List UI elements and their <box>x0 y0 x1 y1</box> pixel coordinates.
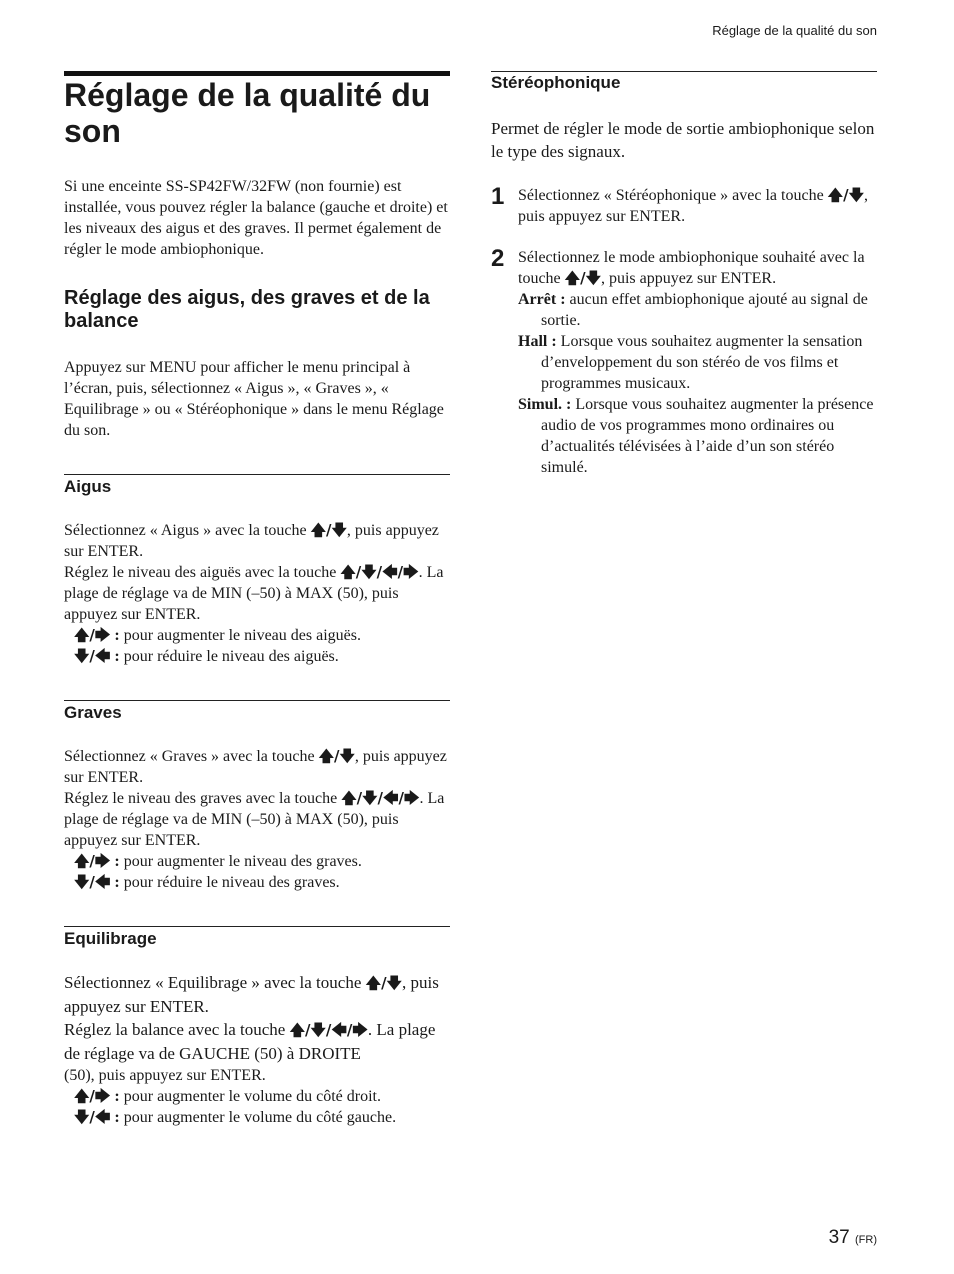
right-arrow-icon: 🡆 <box>352 1021 368 1039</box>
left-arrow-icon: 🡄 <box>94 647 111 665</box>
equilibrage-heading: Equilibrage <box>64 929 157 948</box>
equilibrage-decrease-item: 🡇/🡄 : pour augmenter le volume du côté gauche. <box>74 1108 397 1126</box>
up-arrow-icon: 🡅 <box>74 1087 90 1105</box>
equilibrage-rule <box>64 926 450 927</box>
graves-increase-item: 🡅/🡆 : pour augmenter le niveau des graves. <box>74 852 362 870</box>
down-arrow-icon: 🡇 <box>361 563 377 581</box>
down-arrow-icon: 🡇 <box>585 269 601 287</box>
graves-block <box>64 746 450 893</box>
left-arrow-icon: 🡄 <box>383 789 399 807</box>
aigus-decrease-item: 🡇/🡄 : pour réduire le niveau des aiguës. <box>74 647 339 665</box>
up-arrow-icon: 🡅 <box>74 626 90 644</box>
equilibrage-select-text: Sélectionnez « Equilibrage » avec la touche 🡅/🡇, puis appuyez sur ENTER. <box>64 973 439 1016</box>
aigus-adjust-text: Réglez le niveau des aiguës avec la touche 🡅/🡇/🡄/🡆. La plage de réglage va de MIN (–50) à MAX (50), puis appuyez sur ENTER. <box>64 563 444 623</box>
title-rule <box>64 71 450 76</box>
up-arrow-icon: 🡅 <box>341 789 357 807</box>
equilibrage-adjust-text: Réglez la balance avec la touche 🡅/🡇/🡄/🡆. La plage de réglage va de GAUCHE (50) à DROITE <box>64 1020 436 1063</box>
aigus-select-text: Sélectionnez « Aigus » avec la touche 🡅/🡇, puis appuyez sur ENTER. <box>64 521 439 560</box>
graves-select-text: Sélectionnez « Graves » avec la touche 🡅/🡇, puis appuyez sur ENTER. <box>64 747 447 786</box>
mode-arret: Arrêt : aucun effet ambiophonique ajouté au signal de sortie. <box>518 291 868 329</box>
down-arrow-icon: 🡇 <box>74 873 90 891</box>
equilibrage-increase-item: 🡅/🡆 : pour augmenter le volume du côté droit. <box>74 1087 381 1105</box>
down-arrow-icon: 🡇 <box>331 521 347 539</box>
stereo-rule <box>491 71 877 72</box>
graves-decrease-item: 🡇/🡄 : pour réduire le niveau des graves. <box>74 873 340 891</box>
down-arrow-icon: 🡇 <box>362 789 378 807</box>
down-arrow-icon: 🡇 <box>848 186 864 204</box>
mode-hall: Hall : Lorsque vous souhaitez augmenter la sensation d’enveloppement du son stéréo de vos films et programmes musicaux. <box>518 333 863 392</box>
up-arrow-icon: 🡅 <box>310 521 327 539</box>
aigus-rule <box>64 474 450 475</box>
graves-rule <box>64 700 450 701</box>
up-arrow-icon: 🡅 <box>340 563 356 581</box>
section-paragraph: Appuyez sur MENU pour afficher le menu principal à l’écran, puis, sélectionnez « Aigus », « Graves », « Equilibrage » ou « Stéréophonique » dans le menu Réglage du son. <box>64 359 444 439</box>
right-arrow-icon: 🡆 <box>403 563 419 581</box>
right-arrow-icon: 🡆 <box>404 789 420 807</box>
down-arrow-icon: 🡇 <box>339 747 355 765</box>
down-arrow-icon: 🡇 <box>74 647 90 665</box>
up-arrow-icon: 🡅 <box>289 1021 306 1039</box>
graves-adjust-text: Réglez le niveau des graves avec la touche 🡅/🡇/🡄/🡆. La plage de réglage va de MIN (–50) à MAX (50), puis appuyez sur ENTER. <box>64 789 445 849</box>
page-title: Réglage de la qualité du son <box>64 77 431 149</box>
right-arrow-icon: 🡆 <box>94 1087 111 1105</box>
step-number: 1 <box>491 183 505 210</box>
running-header: Réglage de la qualité du son <box>712 23 877 38</box>
left-arrow-icon: 🡄 <box>94 1108 111 1126</box>
aigus-increase-item: 🡅/🡆 : pour augmenter le niveau des aiguës. <box>74 626 361 644</box>
up-arrow-icon: 🡅 <box>74 852 90 870</box>
step-1 <box>491 185 877 227</box>
stereo-heading: Stéréophonique <box>491 73 621 92</box>
stereo-intro: Permet de régler le mode de sortie ambiophonique selon le type des signaux. <box>491 119 875 161</box>
section-heading: Réglage des aigus, des graves et de la balance <box>64 287 430 332</box>
graves-heading: Graves <box>64 703 122 722</box>
step-text: Sélectionnez « Stéréophonique » avec la touche 🡅/🡇, puis appuyez sur ENTER. <box>518 186 868 225</box>
up-arrow-icon: 🡅 <box>564 269 581 287</box>
up-arrow-icon: 🡅 <box>318 747 334 765</box>
aigus-block <box>64 520 450 667</box>
left-arrow-icon: 🡄 <box>331 1021 347 1039</box>
right-arrow-icon: 🡆 <box>94 626 111 644</box>
down-arrow-icon: 🡇 <box>386 974 402 992</box>
left-arrow-icon: 🡄 <box>94 873 111 891</box>
right-arrow-icon: 🡆 <box>94 852 111 870</box>
left-arrow-icon: 🡄 <box>382 563 398 581</box>
down-arrow-icon: 🡇 <box>310 1021 326 1039</box>
up-arrow-icon: 🡅 <box>827 186 844 204</box>
step-text: Sélectionnez le mode ambiophonique souhaité avec la touche 🡅/🡇, puis appuyez sur ENTER. <box>518 249 865 287</box>
intro-paragraph: Si une enceinte SS-SP42FW/32FW (non fournie) est installée, vous pouvez régler la balance (gauche et droite) et les niveaux des aigus et des graves. Il permet également de régler le mode ambiophonique. <box>64 178 448 258</box>
mode-simul: Simul. : Lorsque vous souhaitez augmenter la présence audio de vos programmes mono ordinaires ou d’actualités télévisées à l’aide d’un son stéréo simulé. <box>518 396 874 476</box>
step-number: 2 <box>491 245 505 272</box>
aigus-heading: Aigus <box>64 477 112 496</box>
up-arrow-icon: 🡅 <box>365 974 382 992</box>
equilibrage-adjust-end: (50), puis appuyez sur ENTER. <box>64 1067 266 1084</box>
down-arrow-icon: 🡇 <box>74 1108 90 1126</box>
page-number: 37 (FR) <box>828 1227 877 1248</box>
equilibrage-block <box>64 971 454 1128</box>
step-2 <box>491 247 877 478</box>
